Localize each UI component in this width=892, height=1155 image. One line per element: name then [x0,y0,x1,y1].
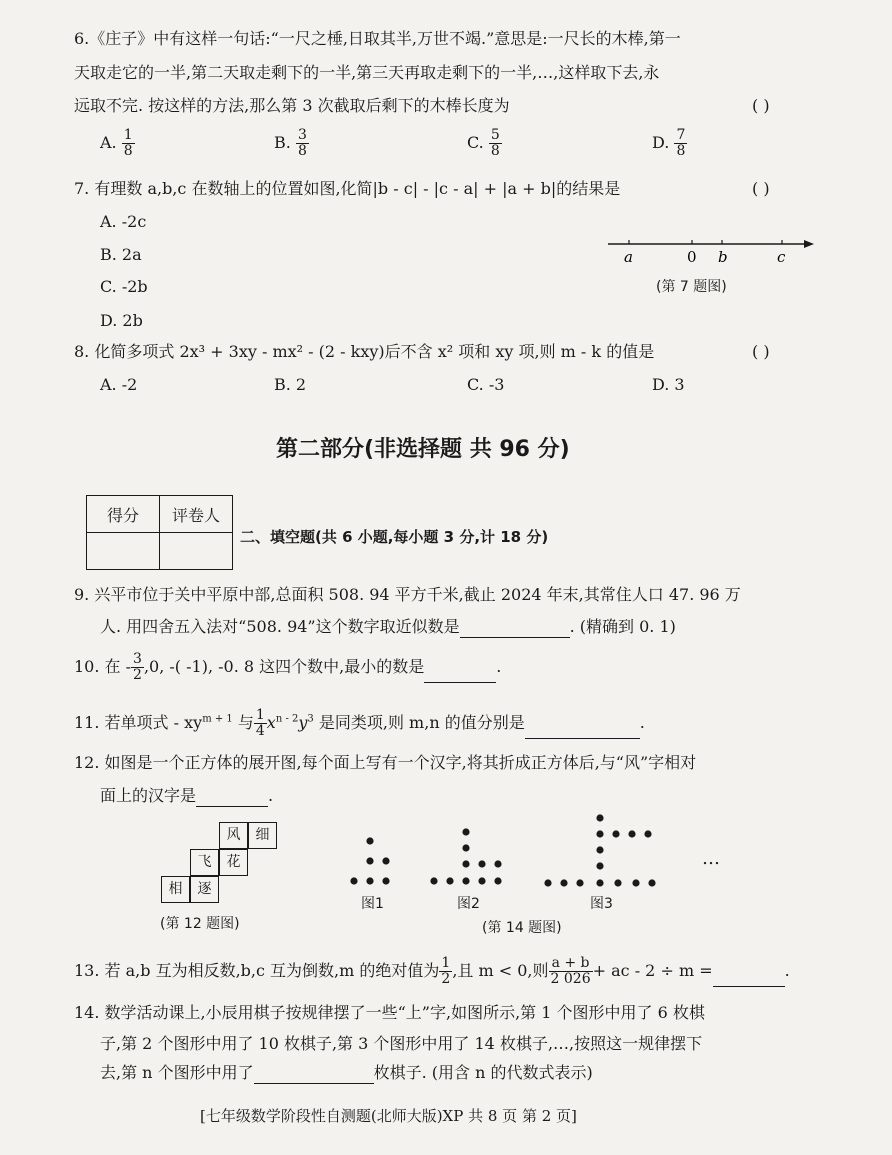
grader-header: 评卷人 [160,496,233,533]
q11-answer-blank[interactable] [525,722,640,739]
q14-line1: 14. 数学活动课上,小辰用棋子按规律摆了一些“上”字,如图所示,第 1 个图形中用了 6 枚棋 [74,1003,705,1022]
axis-label-a: a [624,248,633,266]
axis-label-0: 0 [687,248,697,266]
chess-piece [350,877,357,884]
q7-stem: 7. 有理数 a,b,c 在数轴上的位置如图,化简|b - c| - |c - a| + |a + b|的结果是 [74,179,621,198]
q10-stem: 10. 在 - $\frac{3}{2}$ ,0, -( -1), -0. 8 这四个数中,最小的数是 . [74,651,502,683]
grader-cell [160,533,233,570]
q8-stem: 8. 化简多项式 2x³ + 3xy - mx² - (2 - kxy)后不含 x² 项和 xy 项,则 m - k 的值是 [74,342,655,361]
fraction: $\frac{3}{2}$ [133,651,142,683]
q7-option-b: B. 2a [100,245,142,264]
q12-figure-caption: (第 12 题图) [160,916,240,932]
chess-piece [462,828,469,835]
q6-line3: 远取不完. 按这样的方法,那么第 3 次截取后剩下的木棒长度为 [74,96,510,115]
pattern-label-2: 图2 [457,896,480,912]
net-face-xiang: 相 [161,876,190,903]
chess-piece [632,879,639,886]
chess-piece [644,830,651,837]
chess-piece [494,877,501,884]
q7-figure-caption: (第 7 题图) [656,279,727,295]
chess-piece [462,860,469,867]
fraction: $\frac{1}{4}$ [255,707,265,739]
chess-piece [596,862,603,869]
section-2-heading: 二、填空题(共 6 小题,每小题 3 分,计 18 分) [240,528,549,546]
q12-line1: 12. 如图是一个正方体的展开图,每个面上写有一个汉字,将其折成正方体后,与“风”字相对 [74,753,697,772]
q6-option-c: C. $\frac{5}{8}$ [467,127,500,159]
dot-pattern-figure [340,808,670,898]
pattern-figure-1 [350,837,389,884]
q6-line2: 天取走它的一半,第二天取走剩下的一半,第三天再取走剩下的一半,…,这样取下去,永 [74,63,660,82]
q7-option-c: C. -2b [100,277,148,296]
q14-line2: 子,第 2 个图形中用了 10 枚棋子,第 3 个图形中用了 14 枚棋子,…,按照这一规律摆下 [100,1034,703,1053]
net-face-fei: 飞 [190,849,219,876]
chess-piece [576,879,583,886]
q6-option-b: B. $\frac{3}{8}$ [274,127,307,159]
chess-piece [612,830,619,837]
net-face-zhu: 逐 [190,876,219,903]
chess-piece [382,877,389,884]
net-face-feng: 风 [219,822,248,849]
chess-piece [628,830,635,837]
net-face-hua: 花 [219,849,248,876]
fraction: $\frac{a + b}{2 026}$ [550,955,591,987]
chess-piece [596,814,603,821]
q7-answer-paren: ( ) [752,179,770,198]
q8-answer-paren: ( ) [752,342,770,361]
q8-option-a: A. -2 [100,375,138,394]
part2-title: 第二部分(非选择题 共 96 分) [276,437,570,462]
q8-option-c: C. -3 [467,375,505,394]
chess-piece [366,857,373,864]
q8-option-d: D. 3 [652,375,685,394]
q14-line3: 去,第 n 个图形中用了 枚棋子. (用含 n 的代数式表示) [100,1063,593,1082]
q9-answer-blank[interactable] [460,621,570,638]
pattern-figure-2 [430,828,501,884]
q11-stem: 11. 若单项式 - $xy^{m + 1}$ 与 $\frac{1}{4}$ $x^{n - 2}y^3$ 是同类项,则 m,n 的值分别是 . [74,707,645,739]
axis-label-b: b [718,248,728,266]
q12-answer-blank[interactable] [196,790,268,807]
number-line-figure [600,232,820,268]
q10-answer-blank[interactable] [424,666,496,683]
pattern-figure-3 [544,814,655,886]
chess-piece [614,879,621,886]
chess-piece [544,879,551,886]
fraction: $\frac{3}{8}$ [297,127,307,159]
fraction: $\frac{1}{8}$ [123,127,133,159]
chess-piece [462,877,469,884]
score-header: 得分 [87,496,160,533]
chess-piece [478,877,485,884]
fraction: $\frac{5}{8}$ [490,127,500,159]
q7-option-d: D. 2b [100,311,143,330]
axis-label-c: c [777,248,786,266]
chess-piece [596,879,603,886]
q14-answer-blank[interactable] [254,1067,374,1084]
page-footer: [七年级数学阶段性自测题(北师大版)XP 共 8 页 第 2 页] [200,1107,577,1125]
q9-line2: 人. 用四舍五入法对“508. 94”这个数字取近似数是 . (精确到 0. 1) [100,617,676,636]
chess-piece [382,857,389,864]
chess-piece [366,877,373,884]
net-face-xi: 细 [248,822,277,849]
q7-option-a: A. -2c [100,212,147,231]
score-table [86,495,233,570]
pattern-label-3: 图3 [590,896,613,912]
chess-piece [366,837,373,844]
chess-piece [596,846,603,853]
arrow-icon [804,240,814,248]
chess-piece [446,877,453,884]
chess-piece [478,860,485,867]
pattern-label-1: 图1 [361,896,384,912]
chess-piece [430,877,437,884]
score-cell [87,533,160,570]
q6-answer-paren: ( ) [752,96,770,115]
q8-option-b: B. 2 [274,375,307,394]
q6-option-d: D. $\frac{7}{8}$ [652,127,686,159]
fraction: $\frac{1}{2}$ [441,955,451,987]
q6-option-a: A. $\frac{1}{8}$ [100,127,133,159]
q12-line2: 面上的汉字是 . [100,786,274,805]
chess-piece [494,860,501,867]
chess-piece [462,844,469,851]
pattern-ellipsis: … [702,848,720,869]
q14-figure-caption: (第 14 题图) [482,920,562,936]
chess-piece [648,879,655,886]
q13-stem: 13. 若 a,b 互为相反数,b,c 互为倒数,m 的绝对值为 $\frac{1}{2}$ ,且 m < 0,则 $\frac{a + b}{2 026}$ + ac - 2 ÷ m = . [74,955,790,987]
chess-piece [560,879,567,886]
fraction: $\frac{7}{8}$ [676,127,686,159]
q13-answer-blank[interactable] [713,970,785,987]
q6-line1: 6.《庄子》中有这样一句话:“一尺之棰,日取其半,万世不竭.”意思是:一尺长的木棒,第一 [74,29,681,48]
q9-line1: 9. 兴平市位于关中平原中部,总面积 508. 94 平方千米,截止 2024 年末,其常住人口 47. 96 万 [74,585,741,604]
chess-piece [596,830,603,837]
